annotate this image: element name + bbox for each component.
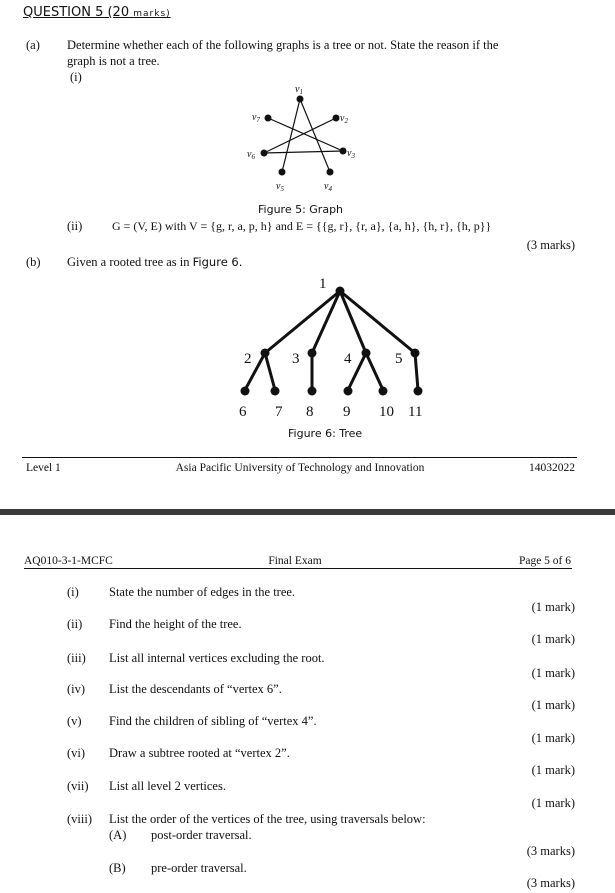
part-a-text-line2: graph is not a tree. [67, 54, 160, 68]
q-text-v: Find the children of sibling of “vertex 4”. [109, 714, 317, 728]
label-v2: $v_2$ [340, 113, 348, 125]
edge-2-7 [265, 353, 275, 390]
edge-1-3 [312, 291, 340, 353]
vertex-v7 [265, 115, 272, 122]
q-marks-vii: (1 mark) [531, 796, 575, 810]
figure5-graph [240, 82, 370, 197]
node-label-5: 5 [395, 351, 403, 367]
q-num-viii: (viii) [67, 812, 92, 826]
node-4 [362, 349, 371, 358]
q-num-i: (i) [67, 585, 79, 599]
q-marks-ii: (1 mark) [531, 632, 575, 646]
part-b-text: Given a rooted tree as in Figure 6. [67, 255, 243, 269]
node-label-7: 7 [275, 404, 283, 420]
part-a-text-line1: Determine whether each of the following graphs is a tree or not. State the reason if the [67, 38, 499, 52]
vertex-v2 [333, 115, 340, 122]
traversal-marks-a: (3 marks) [526, 844, 575, 858]
q-text-ii: Find the height of the tree. [109, 617, 242, 631]
node-label-1: 1 [319, 276, 327, 292]
node-10 [379, 387, 388, 396]
traversal-text-a: post-order traversal. [151, 828, 252, 842]
part-a-sub-ii: (ii) [67, 219, 83, 233]
edge-v6-v3 [264, 151, 343, 153]
node-9 [344, 387, 353, 396]
node-label-3: 3 [292, 351, 300, 367]
edge-4-10 [366, 353, 383, 390]
vertex-v5 [279, 169, 286, 176]
q-num-ii: (ii) [67, 617, 83, 631]
node-label-6: 6 [239, 404, 247, 420]
label-v3: $v_3$ [347, 148, 355, 160]
node-label-11: 11 [408, 404, 423, 420]
traversal-marks-b: (3 marks) [526, 876, 575, 890]
node-1 [336, 287, 345, 296]
footer-rule [22, 457, 577, 458]
q-text-vii: List all level 2 vertices. [109, 779, 226, 793]
q-num-v: (v) [67, 714, 82, 728]
traversal-num-a: (A) [109, 828, 127, 842]
edge-5-11 [415, 353, 418, 390]
label-v6: $v_6$ [247, 149, 255, 161]
edge-v1-v5 [282, 99, 300, 172]
q-marks-iii: (1 mark) [531, 666, 575, 680]
figure6-tree [230, 270, 440, 425]
node-label-9: 9 [343, 404, 351, 420]
node-6 [241, 387, 250, 396]
edge-v1-v4 [300, 99, 330, 172]
vertex-v4 [327, 169, 334, 176]
label-v4: $v_4$ [324, 181, 332, 193]
header-page: Page 5 of 6 [518, 555, 571, 567]
q-marks-iv: (1 mark) [531, 698, 575, 712]
vertex-v6 [261, 150, 268, 157]
q-num-vii: (vii) [67, 779, 89, 793]
traversal-num-b: (B) [109, 861, 126, 875]
q-text-i: State the number of edges in the tree. [109, 585, 296, 599]
q-marks-v: (1 mark) [531, 731, 575, 745]
node-5 [411, 349, 420, 358]
footer-code: 14032022 [529, 462, 575, 474]
header-exam: Final Exam [268, 555, 322, 567]
q-num-vi: (vi) [67, 746, 86, 760]
part-a-sub-ii-text: G = (V, E) with V = {g, r, a, p, h} and E = {{g, r}, {r, a}, {a, h}, {h, r}, {h, p}} [112, 219, 492, 233]
footer-institution: Asia Pacific University of Technology and Innovation [175, 462, 425, 474]
part-a-marks: (3 marks) [526, 238, 575, 252]
node-11 [414, 387, 423, 396]
footer-level: Level 1 [26, 462, 61, 474]
node-label-10: 10 [379, 404, 394, 420]
q-num-iv: (iv) [67, 682, 86, 696]
vertex-v1 [297, 96, 304, 103]
node-label-8: 8 [306, 404, 314, 420]
figure5-caption: Figure 5: Graph [258, 203, 344, 216]
edge-1-5 [340, 291, 415, 353]
q-marks-i: (1 mark) [531, 600, 575, 614]
part-a-label: (a) [26, 38, 40, 52]
label-v7: $v_7$ [252, 112, 260, 124]
node-label-4: 4 [344, 351, 352, 367]
part-b-label: (b) [26, 255, 41, 269]
node-2 [261, 349, 270, 358]
label-v1: $v_1$ [295, 84, 303, 96]
page-separator [0, 509, 615, 515]
header-course: AQ010-3-1-MCFC [24, 555, 113, 567]
edge-v2-v6 [264, 118, 336, 153]
edge-1-2 [265, 291, 340, 353]
node-3 [308, 349, 317, 358]
q-num-iii: (iii) [67, 651, 86, 665]
part-a-sub-i: (i) [70, 70, 82, 84]
q-marks-vi: (1 mark) [531, 763, 575, 777]
question-title: QUESTION 5 (20 marks) [23, 5, 171, 20]
q-text-iii: List all internal vertices excluding the root. [109, 651, 325, 665]
q-text-iv: List the descendants of “vertex 6”. [109, 682, 282, 696]
vertex-v3 [340, 148, 347, 155]
node-8 [308, 387, 317, 396]
q-text-vi: Draw a subtree rooted at “vertex 2”. [109, 746, 290, 760]
traversal-text-b: pre-order traversal. [151, 861, 247, 875]
figure6-caption: Figure 6: Tree [288, 427, 363, 440]
label-v5: $v_5$ [276, 181, 284, 193]
node-label-2: 2 [244, 351, 252, 367]
q-text-viii: List the order of the vertices of the tree, using traversals below: [109, 812, 426, 826]
node-7 [271, 387, 280, 396]
header-rule [24, 568, 572, 569]
